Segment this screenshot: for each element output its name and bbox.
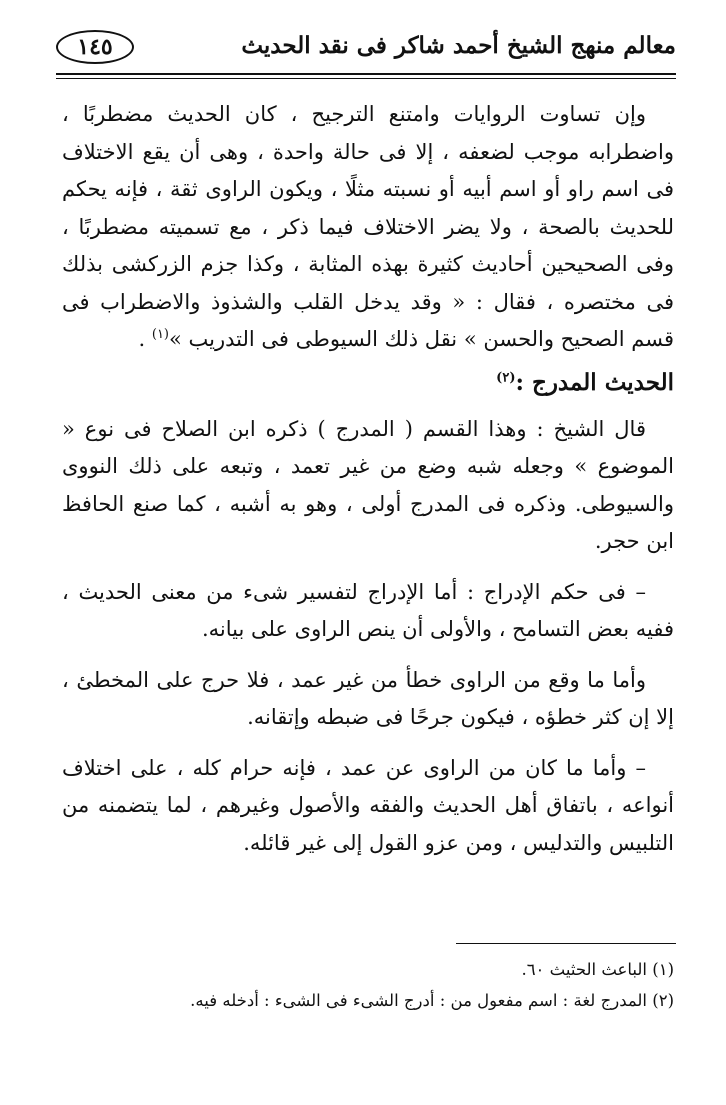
page-number-text: ١٤٥	[77, 34, 113, 60]
footnotes	[62, 954, 674, 1016]
paragraph-3: – فى حكم الإدراج : أما الإدراج لتفسير شىء من معنى الحديث ، ففيه بعض التسامح ، والأولى أن ينص الراوى على بيانه.	[62, 579, 674, 641]
footnote-ref-2: (٢)	[496, 369, 516, 385]
main-text	[62, 96, 674, 862]
paragraph-1-end: .	[138, 327, 152, 351]
footnote-2: (٢) المدرج لغة : اسم مفعول من : أدرج الشىء فى الشىء : أدخله فيه.	[190, 991, 674, 1010]
paragraph-1-text: وإن تساوت الروايات وامتنع الترجيح ، كان الحديث مضطربًا ، واضطرابه موجب لضعفه ، إلا فى حالة واحدة ، وهى أن يقع الاختلاف فى اسم راو أو اسم أبيه أو نسبته مثلًا ، ويكون الراوى ثقة ، فإنه يحكم للحديث بالصحة ، ولا يضر الاختلاف فيما ذكر ، مع تسميته مضطربًا ، وفى الصحيحين أحاديث كثيرة بهذه المثابة ، وكذا جزم الزركشى بذلك فى مختصره ، فقال : « وقد يدخل القلب والشذوذ والاضطراب فى قسم الصحيح والحسن » نقل ذلك السيوطى فى التدريب »	[62, 102, 674, 351]
running-title: معالم منهج الشيخ أحمد شاكر فى نقد الحديث	[241, 32, 676, 59]
page-number	[56, 30, 134, 64]
section-heading-text: الحديث المدرج :	[515, 368, 674, 396]
paragraph-1	[62, 96, 674, 359]
header-divider	[56, 73, 676, 75]
paragraph-4: وأما ما وقع من الراوى خطأ من غير عمد ، فلا حرج على المخطئ ، إلا إن كثر خطؤه ، فيكون جرحًا فى ضبطه وإتقانه.	[62, 667, 674, 729]
footnote-1: (١) الباعث الحثيث ٦٠.	[521, 960, 674, 979]
footnote-ref-1: (١)	[151, 327, 169, 342]
page-header	[56, 28, 676, 70]
footnote-divider	[456, 943, 676, 944]
section-heading	[62, 363, 674, 403]
paragraph-5: – وأما ما كان من الراوى عن عمد ، فإنه حرام كله ، على اختلاف أنواعه ، باتفاق أهل الحديث والفقه والأصول وغيرهم ، لما يتضمنه من التلبيس والتدليس ، ومن عزو القول إلى غير قائله.	[62, 755, 674, 855]
header-divider-thin	[56, 78, 676, 79]
paragraph-2: قال الشيخ : وهذا القسم ( المدرج ) ذكره ابن الصلاح فى نوع « الموضوع » وجعله شبه وضع من غير تعمد ، وتبعه على ذلك النووى والسيوطى. وذكره فى المدرج أولى ، وهو به أشبه ، كما صنع الحافظ ابن حجر.	[62, 416, 674, 553]
